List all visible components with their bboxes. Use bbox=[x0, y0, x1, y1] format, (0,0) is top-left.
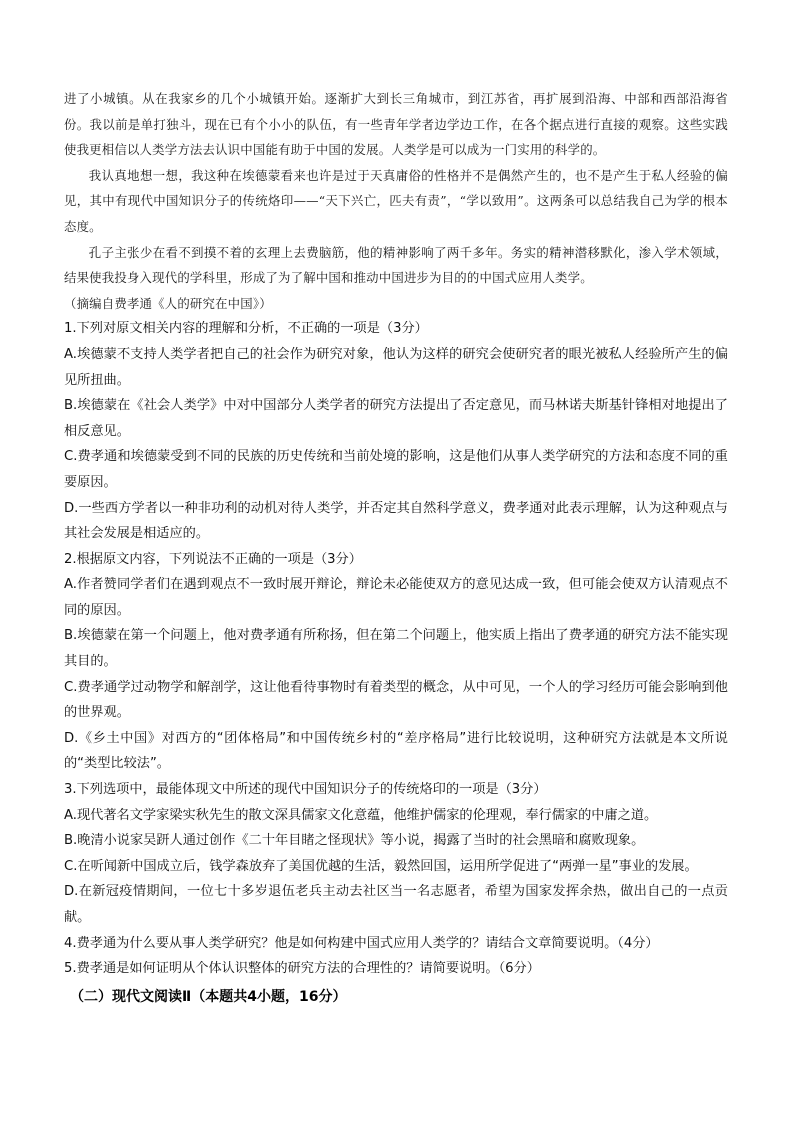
question-stem: 5.费孝通是如何证明从个体认识整体的研究方法的合理性的？请简要说明。（6分） bbox=[64, 961, 540, 977]
option-c: C.费孝通学过动物学和解剖学，这让他看待事物时有着类型的概念，从中可见，一个人的学习经历可能会影响到他的世界观。 bbox=[64, 679, 728, 721]
question-stem: 4.费孝通为什么要从事人类学研究？他是如何构建中国式应用人类学的？请结合文章简要说明。（4分） bbox=[64, 935, 659, 951]
question-stem: 3.下列选项中，最能体现文中所述的现代中国知识分子的传统烙印的一项是（3分） bbox=[64, 782, 547, 798]
question-4 bbox=[64, 931, 728, 957]
question-3 bbox=[64, 777, 728, 931]
question-list bbox=[64, 316, 728, 981]
passage-paragraph-3: 孔子主张少在看不到摸不着的玄理上去费脑筋，他的精神影响了两千多年。务实的精神潜移默化，渗入学术领域，结果使我投身入现代的学科里，形成了为了解中国和推动中国进步为目的的中国式应用人类学。 bbox=[64, 244, 728, 286]
section-title: （二）现代文阅读Ⅱ（本题共4小题，16分） bbox=[70, 988, 347, 1005]
option-a: A.埃德蒙不支持人类学者把自己的社会作为研究对象，他认为这样的研究会使研究者的眼光被私人经验所产生的偏见所扭曲。 bbox=[64, 346, 728, 388]
option-c: C.费孝通和埃德蒙受到不同的民族的历史传统和当前处境的影响，这是他们从事人类学研究的方法和态度不同的重要原因。 bbox=[64, 449, 728, 490]
option-a: A.现代著名文学家梁实秋先生的散文深具儒家文化意蕴，他维护儒家的伦理观，奉行儒家的中庸之道。 bbox=[64, 807, 658, 823]
option-c: C.在听闻新中国成立后，钱学森放弃了美国优越的生活，毅然回国，运用所学促进了“两弹一星”事业的发展。 bbox=[64, 858, 698, 874]
passage-paragraph-2: 我认真地想一想，我这种在埃德蒙看来也许是过于天真庸俗的性格并不是偶然产生的，也不是产生于私人经验的偏见，其中有现代中国知识分子的传统烙印——“天下兴亡，匹夫有责”，“学以致用”。这两条可以总结我自己为学的根本态度。 bbox=[64, 167, 728, 234]
option-a: A.作者赞同学者们在遇到观点不一致时展开辩论，辩论未必能使双方的意见达成一致，但可能会使双方认清观点不同的原因。 bbox=[64, 577, 728, 618]
question-5 bbox=[64, 956, 728, 982]
question-1 bbox=[64, 316, 728, 546]
passage-paragraph-1: 进了小城镇。从在我家乡的几个小城镇开始。逐渐扩大到长三角城市，到江苏省，再扩展到沿海、中部和西部沿海省份。我以前是单打独斗，现在已有个小小的队伍，有一些青年学者边学边工作，在各个据点进行直接的观察。这些实践使我更相信以人类学方法去认识中国能有助于中国的发展。人类学是可以成为一门实用的科学的。 bbox=[64, 91, 728, 158]
exam-page bbox=[64, 86, 728, 1010]
option-b: B.埃德蒙在《社会人类学》中对中国部分人类学者的研究方法提出了否定意见，而马林诺夫斯基针锋相对地提出了相反意见。 bbox=[64, 398, 728, 439]
question-stem: 1.下列对原文相关内容的理解和分析，不正确的一项是（3分） bbox=[64, 321, 428, 337]
option-b: B.埃德蒙在第一个问题上，他对费孝通有所称扬，但在第二个问题上，他实质上指出了费孝通的研究方法不能实现其目的。 bbox=[64, 628, 728, 670]
passage-source: （摘编自费孝通《人的研究在中国》） bbox=[64, 295, 272, 311]
option-d: D.《乡土中国》对西方的“团体格局”和中国传统乡村的“差序格局”进行比较说明，这种研究方法就是本文所说的“类型比较法”。 bbox=[64, 730, 728, 772]
question-stem: 2.根据原文内容，下列说法不正确的一项是（3分） bbox=[64, 551, 362, 567]
option-d: D.一些西方学者以一种非功利的动机对待人类学，并否定其自然科学意义，费孝通对此表示理解，认为这种观点与其社会发展是相适应的。 bbox=[64, 500, 728, 542]
reading-passage bbox=[64, 86, 728, 316]
question-2 bbox=[64, 547, 728, 777]
option-b: B.晚清小说家吴趼人通过创作《二十年目睹之怪现状》等小说，揭露了当时的社会黑暗和腐败现象。 bbox=[64, 833, 645, 849]
option-d: D.在新冠疫情期间，一位七十多岁退伍老兵主动去社区当一名志愿者，希望为国家发挥余热，做出自己的一点贡献。 bbox=[64, 884, 728, 925]
